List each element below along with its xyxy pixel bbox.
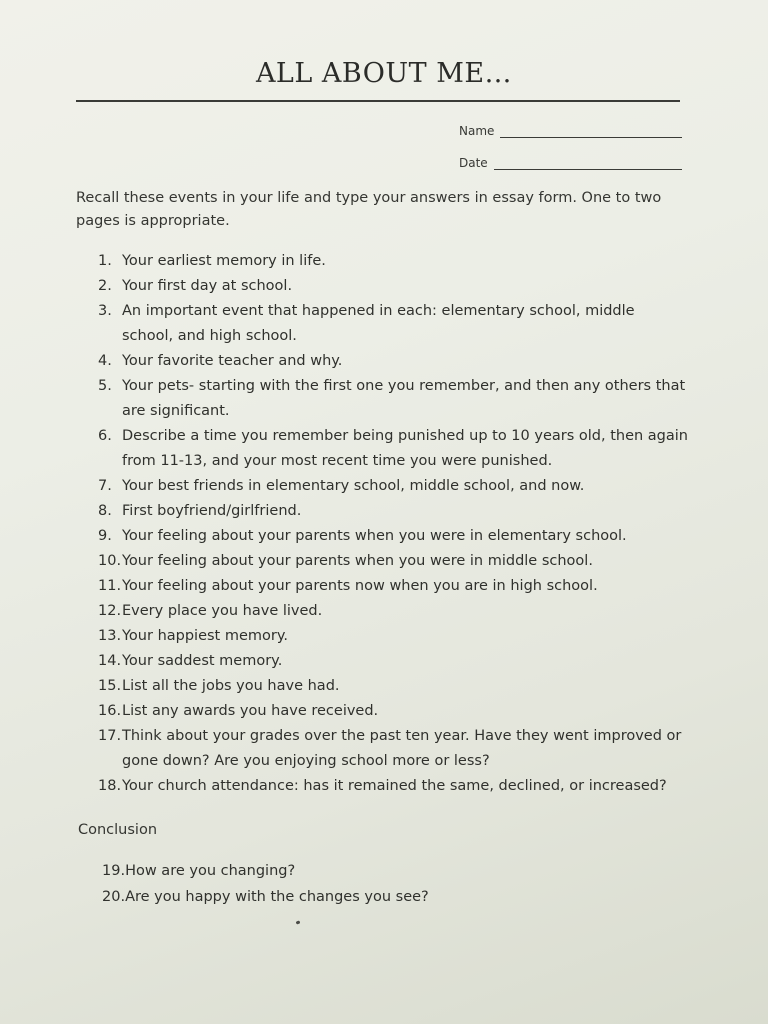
- item-number: 16.: [98, 703, 122, 719]
- item-text: Your church attendance: has it remained the same, declined, or increased?: [122, 778, 667, 794]
- title-underline: [76, 100, 680, 102]
- question-list: [98, 249, 688, 799]
- list-item: [102, 884, 429, 910]
- item-text: Are you happy with the changes you see?: [125, 889, 429, 905]
- name-blank-line: [500, 125, 682, 138]
- item-text: Your saddest memory.: [122, 653, 283, 669]
- list-item: [98, 599, 688, 624]
- item-number: 4.: [98, 353, 112, 369]
- item-number: 20.: [102, 889, 126, 905]
- item-text: Describe a time you remember being punished up to 10 years old, then again from 11-13, and your most recent time you were punished.: [122, 428, 688, 469]
- name-label: Name: [459, 124, 495, 138]
- item-text: Your favorite teacher and why.: [122, 353, 343, 369]
- item-number: 2.: [98, 278, 112, 294]
- item-number: 10.: [98, 553, 122, 569]
- item-number: 6.: [98, 428, 112, 444]
- item-text: How are you changing?: [125, 863, 296, 879]
- item-number: 8.: [98, 503, 112, 519]
- item-text: Think about your grades over the past ten year. Have they went improved or gone down? Are you enjoying school more or less?: [122, 728, 682, 769]
- list-item: [98, 474, 688, 499]
- item-text: List any awards you have received.: [122, 703, 379, 719]
- page-title: ALL ABOUT ME…: [255, 58, 513, 89]
- item-text: Your best friends in elementary school, middle school, and now.: [122, 478, 585, 494]
- list-item: [98, 724, 688, 774]
- list-item: [98, 574, 688, 599]
- date-blank-line: [494, 157, 682, 170]
- item-text: Your pets- starting with the first one you remember, and then any others that are significant.: [122, 378, 686, 419]
- list-item: [98, 524, 688, 549]
- list-item: [102, 858, 429, 884]
- list-item: [98, 424, 688, 474]
- item-text: Your feeling about your parents when you were in elementary school.: [122, 528, 627, 544]
- list-item: [98, 374, 688, 424]
- list-item: [98, 649, 688, 674]
- list-item: [98, 299, 688, 349]
- date-field: [459, 156, 682, 170]
- item-number: 7.: [98, 478, 112, 494]
- item-text: Every place you have lived.: [122, 603, 323, 619]
- item-text: Your feeling about your parents now when you are in high school.: [122, 578, 598, 594]
- date-label: Date: [459, 156, 488, 170]
- item-number: 18.: [98, 778, 122, 794]
- item-number: 17.: [98, 728, 122, 744]
- list-item: [98, 774, 688, 799]
- item-number: 1.: [98, 253, 112, 269]
- list-item: [98, 549, 688, 574]
- item-number: 3.: [98, 303, 112, 319]
- list-item: [98, 249, 688, 274]
- item-number: 15.: [98, 678, 122, 694]
- item-text: Your earliest memory in life.: [122, 253, 326, 269]
- instructions-paragraph: Recall these events in your life and type your answers in essay form. One to two pages is appropriate.: [76, 190, 662, 229]
- item-text: Your feeling about your parents when you were in middle school.: [122, 553, 593, 569]
- conclusion-list: [102, 858, 429, 910]
- item-number: 9.: [98, 528, 112, 544]
- list-item: [98, 274, 688, 299]
- item-text: Your first day at school.: [122, 278, 293, 294]
- item-number: 14.: [98, 653, 122, 669]
- item-text: Your happiest memory.: [122, 628, 288, 644]
- conclusion-heading: Conclusion: [78, 822, 158, 838]
- list-item: [98, 699, 688, 724]
- item-text: An important event that happened in each: elementary school, middle school, and high school.: [122, 303, 635, 344]
- item-number: 5.: [98, 378, 112, 394]
- list-item: [98, 624, 688, 649]
- item-number: 11.: [98, 578, 122, 594]
- item-text: First boyfriend/girlfriend.: [122, 503, 302, 519]
- list-item: [98, 674, 688, 699]
- item-number: 13.: [98, 628, 122, 644]
- item-number: 12.: [98, 603, 122, 619]
- item-number: 19.: [102, 863, 126, 879]
- name-field: [459, 124, 682, 138]
- list-item: [98, 349, 688, 374]
- item-text: List all the jobs you have had.: [122, 678, 340, 694]
- list-item: [98, 499, 688, 524]
- paper-speck: [296, 920, 301, 924]
